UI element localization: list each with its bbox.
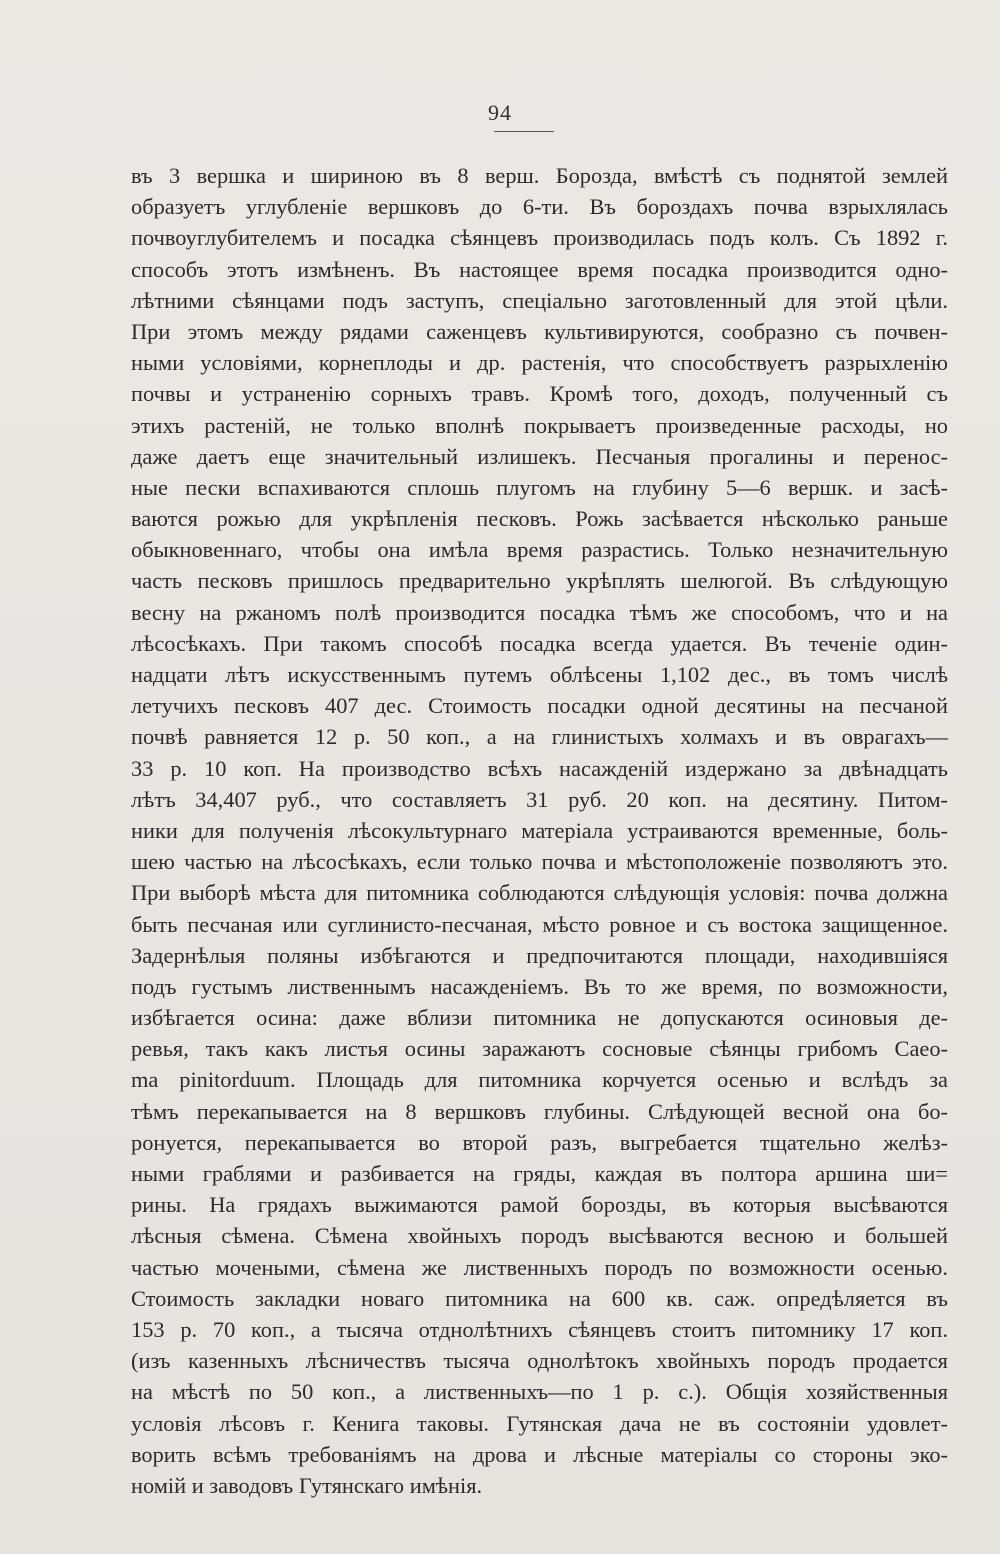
text-line: 153 р. 70 коп., а тысяча отднолѣтнихъ сѣянцевъ стоитъ питомнику 17 коп. [131,1316,948,1342]
text-line: ронуется, перекапывается во второй разъ, выгребается тщательно желѣз- [131,1129,948,1155]
text-line: шею частью на лѣсосѣкахъ, если только почва и мѣстоположеніе позволяютъ это. [131,849,948,875]
text-line: ревья, такъ какъ листья осины заражаютъ сосновые сѣянцы грибомъ Caeo- [131,1036,948,1062]
text-line: лѣтними сѣянцами подъ заступъ, спеціально заготовленный для этой цѣли. [131,287,948,313]
page-number-rule [494,131,554,132]
text-line: въ 3 вершка и шириною въ 8 верш. Борозда, вмѣстѣ съ поднятой землей [131,163,948,188]
text-line: этихъ растеній, не только вполнѣ покрываетъ произведенные расходы, но [131,412,948,438]
text-line: весну на ржаномъ полѣ производится посадка тѣмъ же способомъ, что и на [131,599,948,625]
text-line: ными условіями, корнеплоды и др. растенія, что способствуетъ разрыхленію [131,350,948,376]
text-line: тѣмъ перекапывается на 8 вершковъ глубины. Слѣдующей весной она бо- [131,1098,948,1124]
text-line: ваются рожью для укрѣпленія песковъ. Рожь засѣвается нѣсколько раньше [131,506,948,532]
text-line: ворить всѣмъ требованіямъ на дрова и лѣсные матеріалы со стороны эко- [131,1441,948,1467]
text-line: образуетъ углубленіе вершковъ до 6-ти. Въ бороздахъ почва взрыхлялась [131,194,948,220]
text-line: частью мочеными, сѣмена же лиственныхъ породъ по возможности осенью. [131,1254,948,1280]
text-line: рины. На грядахъ выжимаются рамой борозды, въ которыя высѣваются [131,1192,948,1218]
text-line: почвѣ равняется 12 р. 50 коп., а на глинистыхъ холмахъ и въ оврагахъ— [131,724,948,750]
text-line: Задернѣлыя поляны избѣгаются и предпочитаются площади, находившіяся [131,942,948,968]
page-number: 94 [488,100,512,125]
text-line: ные пески вспахиваются сплошь плугомъ на глубину 5—6 вершк. и засѣ- [131,474,948,500]
body-text [131,160,948,1501]
text-line: ники для полученія лѣсокультурнаго матеріала устраиваются временные, боль- [131,817,948,843]
text-line: часть песковъ пришлось предварительно укрѣплять шелюгой. Въ слѣдующую [131,568,948,594]
text-line: избѣгается осина: даже вблизи питомника не допускаются осиновыя де- [131,1005,948,1031]
text-line: способъ этотъ измѣненъ. Въ настоящее время посадка производится одно- [131,256,948,282]
text-line: подъ густымъ лиственнымъ насажденіемъ. Въ то же время, по возможности, [131,973,948,999]
text-line: почвоуглубителемъ и посадка сѣянцевъ производилась подъ колъ. Съ 1892 г. [131,225,948,251]
text-line: на мѣстѣ по 50 коп., а лиственныхъ—по 1 р. с.). Общія хозяйственныя [131,1379,948,1405]
text-line: быть песчаная или суглинисто-песчаная, мѣсто ровное и съ востока защищенное. [131,911,948,937]
text-line: условія лѣсовъ г. Кенига таковы. Гутянская дача не въ состояніи удовлет- [131,1410,948,1436]
text-line: лѣсныя сѣмена. Сѣмена хвойныхъ породъ высѣваются весною и большей [131,1223,948,1249]
text-line: летучихъ песковъ 407 дес. Стоимость посадки одной десятины на песчаной [131,693,948,719]
text-line: Стоимость закладки новаго питомника на 600 кв. саж. опредѣляется въ [131,1285,948,1311]
text-line: При этомъ между рядами саженцевъ культивируются, сообразно съ почвен- [131,318,948,344]
text-line: 33 р. 10 коп. На производство всѣхъ насажденій издержано за двѣнадцать [131,755,948,781]
text-line: лѣсосѣкахъ. При такомъ способѣ посадка всегда удается. Въ теченіе один- [131,630,948,656]
text-line: При выборѣ мѣста для питомника соблюдаются слѣдующія условія: почва должна [131,880,948,906]
text-line: почвы и устраненію сорныхъ травъ. Кромѣ того, доходъ, полученный съ [131,381,948,407]
text-line: (изъ казенныхъ лѣсничествъ тысяча однолѣтокъ хвойныхъ породъ продается [131,1348,948,1374]
text-line: ma pinitorduum. Площадь для питомника корчуется осенью и вслѣдъ за [131,1067,948,1093]
text-line: обыкновеннаго, чтобы она имѣла время разрастись. Только незначительную [131,537,948,563]
text-line: ными граблями и разбивается на гряды, каждая въ полтора аршина ши= [131,1161,948,1186]
text-line: надцати лѣтъ искусственнымъ путемъ облѣсены 1,102 дес., въ томъ числѣ [131,662,948,687]
text-line: лѣтъ 34,407 руб., что составляетъ 31 руб. 20 коп. на десятину. Питом- [131,786,948,812]
text-line: даже даетъ еще значительный излишекъ. Песчаныя прогалины и перенос- [131,443,948,469]
text-line: номій и заводовъ Гутянскаго имѣнія. [131,1472,483,1498]
